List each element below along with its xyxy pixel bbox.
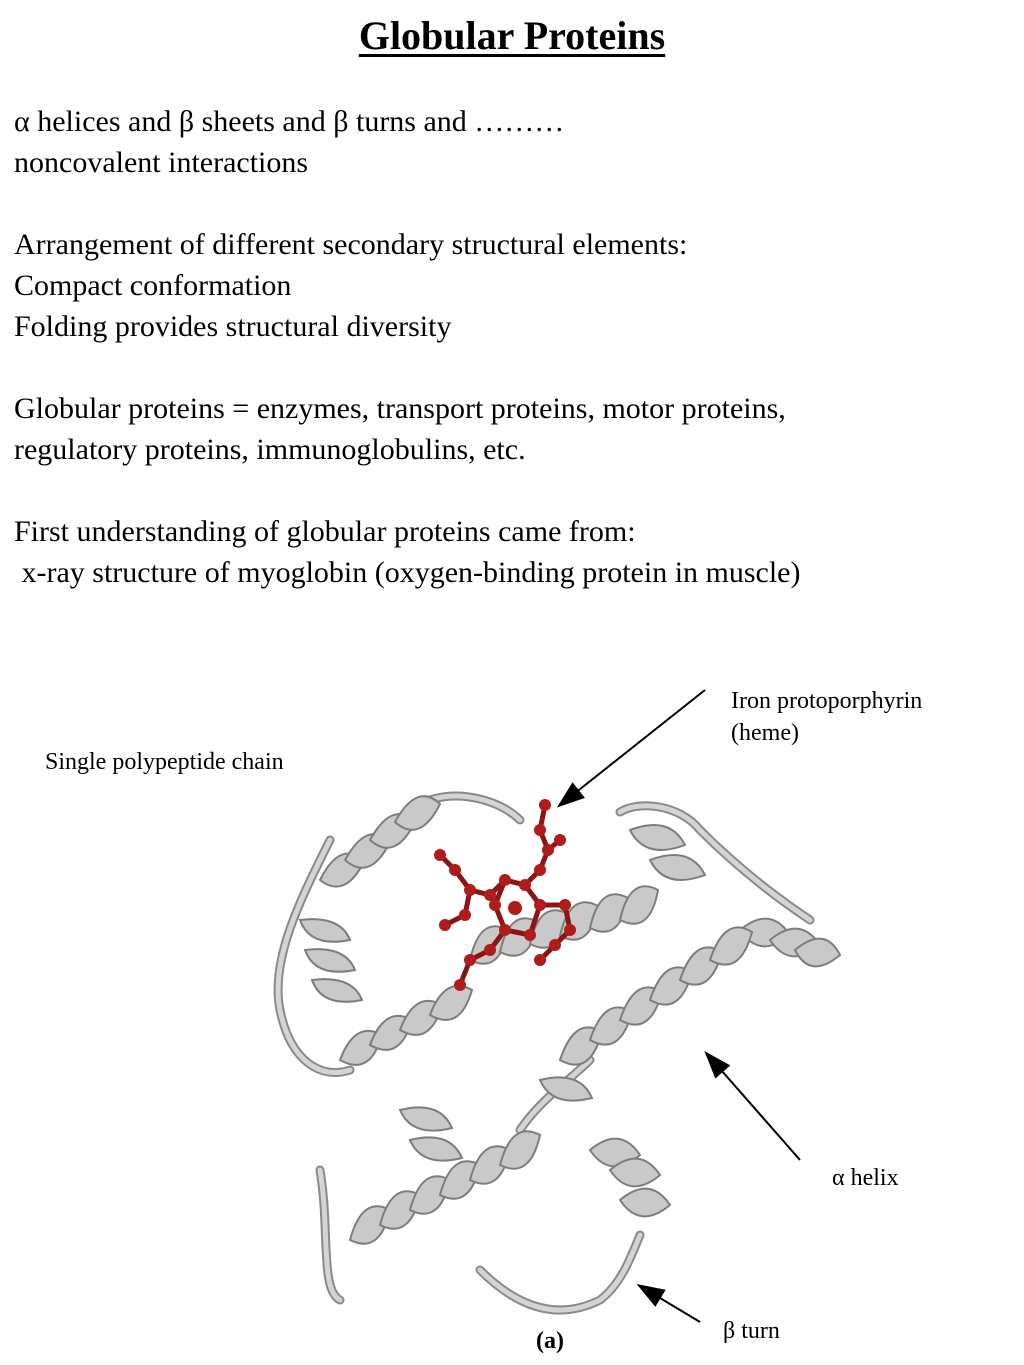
- heme-label-line1: Iron protoporphyrin: [731, 688, 923, 714]
- page-title: Globular Proteins: [358, 13, 666, 58]
- text-line: noncovalent interactions: [14, 146, 309, 179]
- heme-arrow: [560, 690, 705, 805]
- text-line: x-ray structure of myoglobin (oxygen-binding protein in muscle): [14, 556, 801, 589]
- helix-label: α helix: [832, 1165, 899, 1191]
- text-line: Globular proteins = enzymes, transport proteins, motor proteins,: [14, 392, 786, 425]
- chain-label: Single polypeptide chain: [45, 749, 284, 775]
- text-line: First understanding of globular proteins came from:: [14, 515, 636, 548]
- text-line: Arrangement of different secondary structural elements:: [14, 228, 688, 261]
- heme-group: [434, 799, 576, 991]
- turn-arrow: [640, 1286, 700, 1322]
- text-line: α helices and β sheets and β turns and ………: [14, 105, 565, 138]
- helix-arrow: [707, 1054, 800, 1160]
- turn-label: β turn: [723, 1318, 780, 1344]
- heme-label-line2: (heme): [731, 720, 799, 746]
- text-line: Compact conformation: [14, 269, 292, 302]
- helix-ribbons: [300, 796, 840, 1244]
- text-line: regulatory proteins, immunoglobulins, etc.: [14, 433, 526, 466]
- panel-label: (a): [536, 1328, 564, 1354]
- text-line: Folding provides structural diversity: [14, 310, 452, 343]
